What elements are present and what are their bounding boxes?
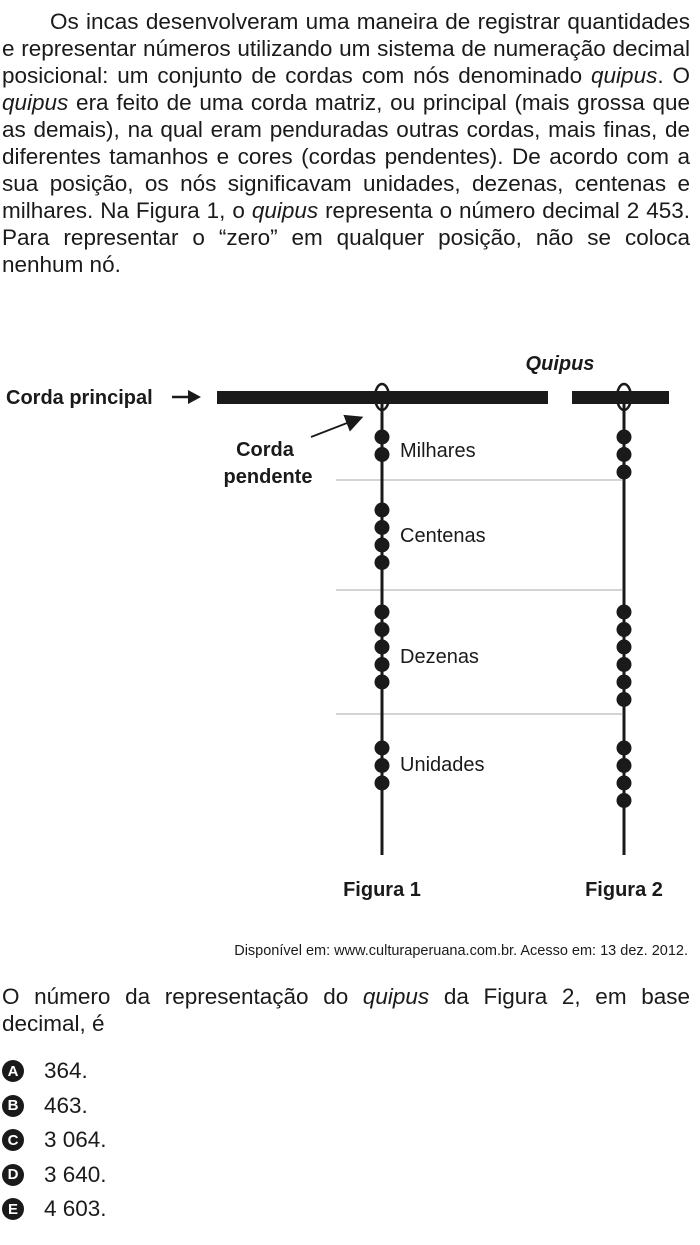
knot-dezenas	[375, 657, 390, 672]
option-c[interactable]	[2, 1123, 107, 1158]
intro-text-1: Os incas desenvolveram uma maneira de registrar quantidades e representar números utilizando um sistema de numeração decimal posicional: um conjunto de cordas com nós denominado	[2, 9, 690, 88]
option-d[interactable]	[2, 1158, 107, 1193]
option-b[interactable]	[2, 1089, 107, 1124]
knot-dezenas	[617, 692, 632, 707]
option-letter-d: D	[2, 1164, 24, 1186]
main-cord-figura2	[572, 391, 669, 404]
intro-text-3: era feito de uma corda matriz, ou principal (mais grossa que as demais), na qual eram penduradas outras cordas, mais finas, de diferentes tamanhos e cores (cordas pendentes). De acordo com a sua posição, os nós significavam unidades, dezenas, centenas e milhares. Na Figura 1, o	[2, 90, 690, 223]
knot-unidades	[375, 776, 390, 791]
knot-dezenas	[617, 622, 632, 637]
knot-dezenas	[617, 675, 632, 690]
intro-paragraph	[2, 8, 690, 278]
option-letter-e: E	[2, 1198, 24, 1220]
knot-dezenas	[375, 675, 390, 690]
knot-unidades	[375, 741, 390, 756]
corda-pendente-label-line1: Corda	[236, 439, 294, 461]
knot-unidades	[617, 758, 632, 773]
figura1-label: Figura 1	[343, 879, 421, 901]
option-a[interactable]	[2, 1054, 107, 1089]
knot-milhares	[617, 430, 632, 445]
source-citation: Disponível em: www.culturaperuana.com.br. Acesso em: 13 dez. 2012.	[234, 943, 688, 959]
intro-italic-2: quipus	[2, 90, 69, 115]
knot-unidades	[375, 758, 390, 773]
knot-milhares	[617, 447, 632, 462]
option-e[interactable]	[2, 1192, 107, 1227]
knot-dezenas	[617, 605, 632, 620]
main-cord-figura1	[217, 391, 548, 404]
figure-title: Quipus	[525, 353, 595, 375]
knot-dezenas	[375, 640, 390, 655]
knot-unidades	[617, 793, 632, 808]
knot-centenas	[375, 503, 390, 518]
knot-centenas	[375, 520, 390, 535]
intro-italic-1: quipus	[591, 63, 658, 88]
option-letter-b: B	[2, 1095, 24, 1117]
corda-pendente-arrow	[311, 418, 360, 437]
knot-dezenas	[617, 640, 632, 655]
knot-dezenas	[375, 622, 390, 637]
knot-milhares	[617, 465, 632, 480]
knot-dezenas	[617, 657, 632, 672]
option-text-a: 364.	[44, 1058, 88, 1084]
question-italic: quipus	[362, 984, 430, 1009]
option-text-b: 463.	[44, 1092, 88, 1118]
corda-principal-label: Corda principal	[6, 387, 153, 409]
option-text-d: 3 640.	[44, 1161, 107, 1187]
intro-text-2: . O	[657, 63, 690, 88]
intro-text-4: representa o número decimal 2 453. Para representar o “zero” em qualquer posição, não se coloca nenhum nó.	[2, 198, 690, 277]
question-text	[2, 983, 690, 1037]
knot-dezenas	[375, 605, 390, 620]
knot-centenas	[375, 555, 390, 570]
option-text-c: 3 064.	[44, 1127, 107, 1153]
option-text-e: 4 603.	[44, 1196, 107, 1222]
figura2-label: Figura 2	[585, 879, 663, 901]
corda-principal-arrow	[172, 390, 201, 404]
level-label-milhares: Milhares	[400, 440, 476, 462]
option-letter-c: C	[2, 1129, 24, 1151]
quipus-figure	[0, 340, 700, 910]
level-label-centenas: Centenas	[400, 525, 486, 547]
knot-unidades	[617, 776, 632, 791]
knot-unidades	[617, 741, 632, 756]
knot-centenas	[375, 538, 390, 553]
question-text-1: O número da representação do	[2, 984, 363, 1009]
level-label-dezenas: Dezenas	[400, 646, 479, 668]
option-letter-a: A	[2, 1060, 24, 1082]
knot-milhares	[375, 430, 390, 445]
intro-italic-3: quipus	[251, 198, 319, 223]
question-text-2: da Figura 2, em base decimal, é	[2, 984, 690, 1036]
corda-pendente-label-line2: pendente	[223, 466, 313, 488]
knot-milhares	[375, 447, 390, 462]
answer-options	[2, 1054, 107, 1227]
level-label-unidades: Unidades	[400, 754, 485, 776]
